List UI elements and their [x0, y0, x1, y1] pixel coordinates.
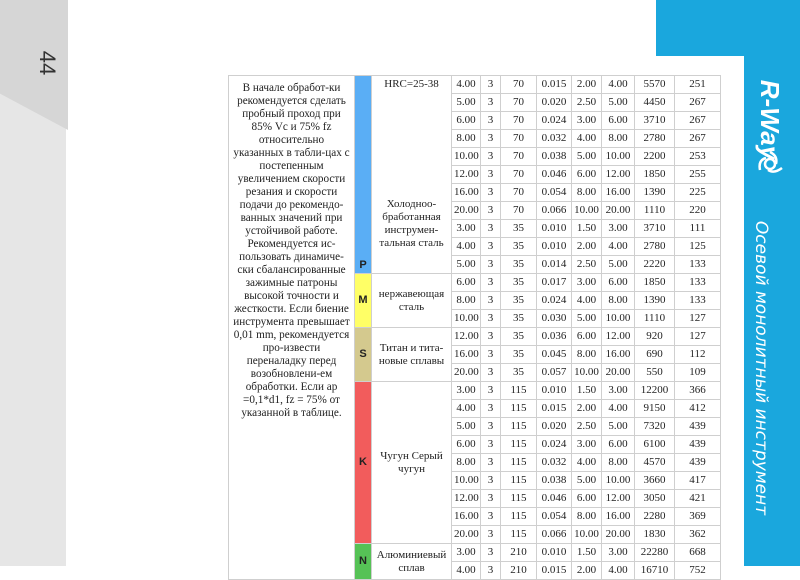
table-cell: 10.00: [452, 148, 481, 166]
table-cell: 111: [675, 220, 721, 238]
table-cell: 16.00: [602, 346, 635, 364]
table-cell: 12200: [635, 382, 675, 400]
table-cell: 115: [501, 490, 537, 508]
table-cell: 3: [481, 238, 501, 256]
table-cell: 12.00: [452, 490, 481, 508]
table-cell: 3: [481, 328, 501, 346]
material-group-code: N: [355, 544, 372, 580]
table-cell: 2200: [635, 148, 675, 166]
table-cell: 35: [501, 274, 537, 292]
table-cell: 0.066: [537, 526, 572, 544]
table-cell: 2780: [635, 130, 675, 148]
table-cell: 70: [501, 130, 537, 148]
table-cell: 3: [481, 382, 501, 400]
table-cell: 1830: [635, 526, 675, 544]
table-cell: 3: [481, 274, 501, 292]
table-cell: 10.00: [602, 148, 635, 166]
table-cell: 225: [675, 184, 721, 202]
table-cell: 0.030: [537, 310, 572, 328]
table-cell: 0.054: [537, 508, 572, 526]
table-cell: 5.00: [452, 418, 481, 436]
table-cell: 6.00: [452, 274, 481, 292]
material-group-code: P: [355, 76, 372, 274]
table-cell: 115: [501, 418, 537, 436]
table-cell: 10.00: [602, 472, 635, 490]
table-cell: 0.015: [537, 76, 572, 94]
table-cell: 4450: [635, 94, 675, 112]
table-cell: 2.50: [572, 256, 602, 274]
table-cell: 752: [675, 562, 721, 580]
table-cell: 3050: [635, 490, 675, 508]
table-cell: 0.014: [537, 256, 572, 274]
table-cell: 4.00: [452, 238, 481, 256]
table-cell: 0.024: [537, 292, 572, 310]
table-cell: 210: [501, 544, 537, 562]
table-cell: 115: [501, 526, 537, 544]
table-cell: 1.50: [572, 382, 602, 400]
table-cell: 0.032: [537, 454, 572, 472]
table-cell: 4.00: [452, 400, 481, 418]
table-cell: 1390: [635, 292, 675, 310]
table-cell: 3: [481, 130, 501, 148]
table-cell: 3710: [635, 112, 675, 130]
table-cell: 10.00: [602, 310, 635, 328]
table-cell: 3: [481, 418, 501, 436]
table-cell: 4.00: [602, 562, 635, 580]
table-cell: 0.046: [537, 490, 572, 508]
table-cell: 133: [675, 292, 721, 310]
table-cell: 109: [675, 364, 721, 382]
table-cell: 362: [675, 526, 721, 544]
material-group-code: M: [355, 274, 372, 328]
table-cell: 3.00: [572, 274, 602, 292]
table-cell: 3: [481, 454, 501, 472]
table-cell: 1850: [635, 274, 675, 292]
table-cell: 2.50: [572, 418, 602, 436]
table-cell: 1390: [635, 184, 675, 202]
table-cell: 10.00: [572, 202, 602, 220]
table-cell: 439: [675, 454, 721, 472]
table-cell: 3: [481, 220, 501, 238]
table-cell: 369: [675, 508, 721, 526]
table-cell: 3.00: [452, 382, 481, 400]
table-cell: 550: [635, 364, 675, 382]
table-cell: 127: [675, 328, 721, 346]
table-cell: 1850: [635, 166, 675, 184]
table-cell: 0.046: [537, 166, 572, 184]
table-cell: 4.00: [572, 130, 602, 148]
table-cell: 439: [675, 436, 721, 454]
table-cell: 920: [635, 328, 675, 346]
table-cell: 0.066: [537, 202, 572, 220]
table-cell: 3: [481, 544, 501, 562]
cutting-data-table: [228, 75, 721, 580]
table-cell: 3: [481, 526, 501, 544]
table-cell: 2780: [635, 238, 675, 256]
material-name: Алюминиевый сплав: [372, 544, 452, 580]
table-cell: 6.00: [452, 436, 481, 454]
table-cell: 12.00: [602, 328, 635, 346]
table-cell: 0.038: [537, 472, 572, 490]
table-cell: 112: [675, 346, 721, 364]
material-name: Титан и тита-новые сплавы: [372, 328, 452, 382]
table-cell: 3: [481, 472, 501, 490]
table-cell: 12.00: [452, 328, 481, 346]
table-cell: 20.00: [602, 202, 635, 220]
table-cell: 9150: [635, 400, 675, 418]
table-cell: 3: [481, 166, 501, 184]
material-label: Холоднoo-бработанная инструмен-тальная сталь: [379, 198, 444, 249]
table-cell: 2.00: [572, 238, 602, 256]
table-cell: 3.00: [452, 544, 481, 562]
table-cell: 20.00: [452, 526, 481, 544]
table-cell: 3: [481, 76, 501, 94]
material-name: Чугун Серый чугун: [372, 382, 452, 544]
table-cell: 3.00: [602, 220, 635, 238]
table-cell: 0.024: [537, 112, 572, 130]
table-cell: 35: [501, 310, 537, 328]
table-cell: 5.00: [572, 148, 602, 166]
table-cell: 0.045: [537, 346, 572, 364]
table-cell: 2.00: [572, 400, 602, 418]
table-cell: 253: [675, 148, 721, 166]
table-cell: 3710: [635, 220, 675, 238]
table-cell: 8.00: [602, 454, 635, 472]
table-cell: 133: [675, 274, 721, 292]
table-cell: 8.00: [602, 130, 635, 148]
table-cell: 0.010: [537, 382, 572, 400]
table-cell: 0.015: [537, 400, 572, 418]
table-cell: 70: [501, 112, 537, 130]
table-cell: 70: [501, 202, 537, 220]
table-cell: 3: [481, 436, 501, 454]
page-number: 44: [35, 50, 60, 76]
table-cell: 0.010: [537, 238, 572, 256]
table-cell: 1.50: [572, 220, 602, 238]
table-cell: 22280: [635, 544, 675, 562]
table-cell: 0.017: [537, 274, 572, 292]
table-cell: 6100: [635, 436, 675, 454]
table-cell: 5.00: [602, 94, 635, 112]
table-cell: 3.00: [572, 436, 602, 454]
table-cell: 3: [481, 94, 501, 112]
table-cell: 4.00: [602, 238, 635, 256]
table-cell: 4.00: [572, 292, 602, 310]
table-cell: 668: [675, 544, 721, 562]
table-cell: 20.00: [602, 526, 635, 544]
table-cell: 255: [675, 166, 721, 184]
table-cell: 267: [675, 112, 721, 130]
table-cell: 5.00: [602, 256, 635, 274]
table-cell: 35: [501, 292, 537, 310]
material-group-code: S: [355, 328, 372, 382]
table-cell: 20.00: [602, 364, 635, 382]
table-cell: 16.00: [452, 184, 481, 202]
table-cell: 2280: [635, 508, 675, 526]
table-cell: 35: [501, 364, 537, 382]
table-cell: 412: [675, 400, 721, 418]
table-cell: 2.50: [572, 94, 602, 112]
table-cell: 10.00: [572, 526, 602, 544]
table-cell: 5.00: [452, 94, 481, 112]
table-cell: 70: [501, 94, 537, 112]
table-cell: 5.00: [572, 472, 602, 490]
table-cell: 3: [481, 400, 501, 418]
table-cell: 3: [481, 346, 501, 364]
table-cell: 35: [501, 328, 537, 346]
table-cell: 3: [481, 508, 501, 526]
table-cell: 115: [501, 400, 537, 418]
table-cell: 5.00: [602, 418, 635, 436]
table-cell: 20.00: [452, 202, 481, 220]
table-cell: 3: [481, 256, 501, 274]
recommendation-note: В начале обработ-ки рекомендуется сделать пробный проход при 85% Vc и 75% fz относительно указанных в табли-цах с постепенным увеличением скорости резания и скорости подачи до рекомендо-ванных значений при устойчивой работе. Рекомендуется ис-пользовать динамиче-ски сбалансированные зажимные патроны высокой точности и жесткости. Если биение инструмента превышает 0,01 mm, рекомендуется про-извести переналадку перед возобновлени-ем обработки. Если ap =0,1*d1, fz = 75% от указанной в таблице.: [229, 76, 355, 580]
table-cell: 210: [501, 562, 537, 580]
table-cell: 0.020: [537, 418, 572, 436]
table-cell: 127: [675, 310, 721, 328]
table-cell: 2.00: [572, 76, 602, 94]
table-cell: 3: [481, 202, 501, 220]
table-cell: 70: [501, 76, 537, 94]
table-cell: 12.00: [602, 490, 635, 508]
table-cell: 3.00: [452, 220, 481, 238]
table-cell: 8.00: [602, 292, 635, 310]
brand-logo-text: R-Way: [755, 79, 785, 161]
table-cell: 2.00: [572, 562, 602, 580]
table-cell: 133: [675, 256, 721, 274]
table-cell: 421: [675, 490, 721, 508]
table-cell: 3: [481, 310, 501, 328]
table-cell: 35: [501, 346, 537, 364]
table-cell: 8.00: [572, 346, 602, 364]
table-cell: 16.00: [602, 508, 635, 526]
table-cell: 8.00: [452, 454, 481, 472]
table-cell: 8.00: [452, 292, 481, 310]
table-row: [229, 76, 721, 94]
table-cell: 6.00: [572, 328, 602, 346]
table-cell: 4.00: [452, 562, 481, 580]
table-cell: 3: [481, 148, 501, 166]
table-cell: 6.00: [602, 274, 635, 292]
table-cell: 10.00: [572, 364, 602, 382]
table-cell: 8.00: [452, 130, 481, 148]
table-cell: 4.00: [602, 400, 635, 418]
table-cell: 220: [675, 202, 721, 220]
table-cell: 0.054: [537, 184, 572, 202]
table-cell: 5570: [635, 76, 675, 94]
table-cell: 16.00: [602, 184, 635, 202]
table-cell: 4.00: [572, 454, 602, 472]
table-cell: 3: [481, 112, 501, 130]
table-cell: 3.00: [602, 544, 635, 562]
table-cell: 7320: [635, 418, 675, 436]
table-cell: 3.00: [602, 382, 635, 400]
table-cell: 35: [501, 238, 537, 256]
material-group-code: K: [355, 382, 372, 544]
table-cell: 16.00: [452, 346, 481, 364]
table-cell: 70: [501, 184, 537, 202]
table-cell: 70: [501, 148, 537, 166]
table-cell: 4570: [635, 454, 675, 472]
material-name: [372, 76, 452, 274]
table-cell: 0.036: [537, 328, 572, 346]
table-cell: 16710: [635, 562, 675, 580]
material-name: нержавеющая сталь: [372, 274, 452, 328]
table-cell: 3.00: [572, 112, 602, 130]
table-cell: 10.00: [452, 310, 481, 328]
table-cell: 1110: [635, 310, 675, 328]
table-cell: 439: [675, 418, 721, 436]
table-cell: 4.00: [452, 76, 481, 94]
table-cell: 267: [675, 94, 721, 112]
table-cell: 20.00: [452, 364, 481, 382]
table-cell: 0.057: [537, 364, 572, 382]
table-cell: 115: [501, 382, 537, 400]
table-cell: 690: [635, 346, 675, 364]
table-cell: 115: [501, 436, 537, 454]
table-cell: 4.00: [602, 76, 635, 94]
table-cell: 1110: [635, 202, 675, 220]
table-cell: 115: [501, 454, 537, 472]
table-cell: 2220: [635, 256, 675, 274]
table-cell: 35: [501, 220, 537, 238]
table-cell: 3: [481, 364, 501, 382]
hardness-label: HRC=25-38: [384, 78, 439, 90]
table-cell: 70: [501, 166, 537, 184]
table-cell: 6.00: [602, 112, 635, 130]
table-cell: 5.00: [452, 256, 481, 274]
table-cell: 251: [675, 76, 721, 94]
table-cell: 267: [675, 130, 721, 148]
table-cell: 35: [501, 256, 537, 274]
table-cell: 10.00: [452, 472, 481, 490]
table-cell: 115: [501, 472, 537, 490]
table-cell: 16.00: [452, 508, 481, 526]
table-cell: 6.00: [602, 436, 635, 454]
table-cell: 8.00: [572, 184, 602, 202]
table-cell: 417: [675, 472, 721, 490]
table-cell: 3: [481, 292, 501, 310]
table-cell: 12.00: [452, 166, 481, 184]
side-section-title: Осевой монолитный инструмент: [751, 220, 771, 516]
table-cell: 3: [481, 184, 501, 202]
table-cell: 1.50: [572, 544, 602, 562]
table-cell: 0.010: [537, 544, 572, 562]
table-cell: 0.024: [537, 436, 572, 454]
table-cell: 6.00: [452, 112, 481, 130]
table-cell: 0.032: [537, 130, 572, 148]
table-cell: 3660: [635, 472, 675, 490]
table-cell: 8.00: [572, 508, 602, 526]
table-cell: 3: [481, 562, 501, 580]
table-cell: 0.010: [537, 220, 572, 238]
table-cell: 6.00: [572, 166, 602, 184]
table-cell: 125: [675, 238, 721, 256]
table-cell: 3: [481, 490, 501, 508]
table-cell: 12.00: [602, 166, 635, 184]
table-cell: 5.00: [572, 310, 602, 328]
table-cell: 0.038: [537, 148, 572, 166]
table-cell: 115: [501, 508, 537, 526]
table-cell: 0.015: [537, 562, 572, 580]
table-cell: 6.00: [572, 490, 602, 508]
table-cell: 366: [675, 382, 721, 400]
brand-swirl-icon: [756, 150, 784, 178]
table-cell: 0.020: [537, 94, 572, 112]
